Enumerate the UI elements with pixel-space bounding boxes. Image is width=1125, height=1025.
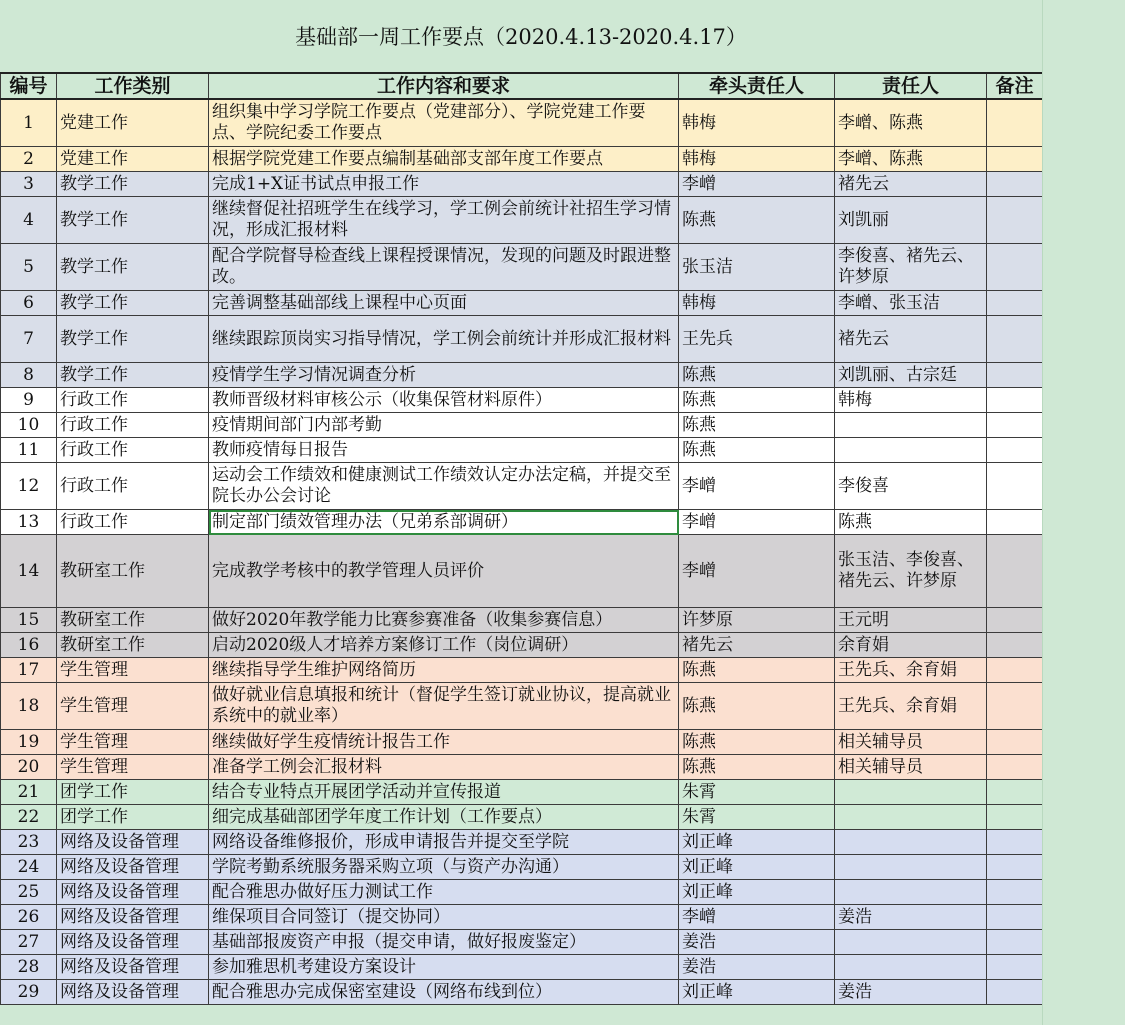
- cell-responsible[interactable]: 陈燕: [835, 510, 987, 535]
- cell-responsible[interactable]: [835, 880, 987, 905]
- cell-lead[interactable]: 朱霄: [679, 805, 835, 830]
- cell-lead[interactable]: 朱霄: [679, 780, 835, 805]
- cell-category[interactable]: 网络及设备管理: [57, 905, 209, 930]
- cell-responsible[interactable]: 姜浩: [835, 980, 987, 1005]
- cell-note[interactable]: [987, 683, 1043, 730]
- cell-category[interactable]: 教学工作: [57, 316, 209, 363]
- cell-category[interactable]: 行政工作: [57, 388, 209, 413]
- table-row: [1, 905, 1043, 930]
- cell-category[interactable]: 教研室工作: [57, 535, 209, 608]
- cell-content[interactable]: 继续做好学生疫情统计报告工作: [209, 730, 679, 755]
- cell-category[interactable]: 团学工作: [57, 805, 209, 830]
- cell-content[interactable]: 完成教学考核中的教学管理人员评价: [209, 535, 679, 608]
- cell-note[interactable]: [987, 244, 1043, 291]
- cell-note[interactable]: [987, 535, 1043, 608]
- cell-no[interactable]: 2: [1, 147, 57, 172]
- cell-note[interactable]: [987, 438, 1043, 463]
- cell-responsible[interactable]: [835, 780, 987, 805]
- cell-content[interactable]: 基础部报废资产申报（提交申请，做好报废鉴定）: [209, 930, 679, 955]
- table-row: [1, 730, 1043, 755]
- cell-content[interactable]: 组织集中学习学院工作要点（党建部分）、学院党建工作要点、学院纪委工作要点: [209, 99, 679, 147]
- cell-responsible[interactable]: 刘凯丽、古宗廷: [835, 363, 987, 388]
- cell-content[interactable]: 制定部门绩效管理办法（兄弟系部调研）: [209, 510, 679, 535]
- table-row: [1, 413, 1043, 438]
- header-row: [1, 73, 1043, 99]
- cell-lead[interactable]: 褚先云: [679, 633, 835, 658]
- cell-content[interactable]: 继续督促社招班学生在线学习，学工例会前统计社招生学习情况，形成汇报材料: [209, 197, 679, 244]
- header-cell-category[interactable]: 工作类别: [57, 73, 209, 99]
- header-cell-note[interactable]: 备注: [987, 73, 1043, 99]
- cell-note[interactable]: [987, 413, 1043, 438]
- table-row: [1, 930, 1043, 955]
- table-row: [1, 780, 1043, 805]
- cell-content[interactable]: 网络设备维修报价，形成申请报告并提交至学院: [209, 830, 679, 855]
- cell-note[interactable]: [987, 510, 1043, 535]
- cell-category[interactable]: 学生管理: [57, 755, 209, 780]
- cell-category[interactable]: 行政工作: [57, 510, 209, 535]
- cell-content[interactable]: 配合学院督导检查线上课程授课情况，发现的问题及时跟进整改。: [209, 244, 679, 291]
- cell-responsible[interactable]: [835, 438, 987, 463]
- cell-content[interactable]: 根据学院党建工作要点编制基础部支部年度工作要点: [209, 147, 679, 172]
- cell-note[interactable]: [987, 905, 1043, 930]
- cell-responsible[interactable]: [835, 805, 987, 830]
- table-row: [1, 147, 1043, 172]
- cell-category[interactable]: 网络及设备管理: [57, 955, 209, 980]
- work-plan-table: [0, 72, 1043, 1005]
- cell-content[interactable]: 启动2020级人才培养方案修订工作（岗位调研）: [209, 633, 679, 658]
- cell-responsible[interactable]: 李嶒、张玉洁: [835, 291, 987, 316]
- cell-note[interactable]: [987, 855, 1043, 880]
- cell-content[interactable]: 配合雅思办做好压力测试工作: [209, 880, 679, 905]
- cell-no[interactable]: 28: [1, 955, 57, 980]
- table-body: [1, 99, 1043, 1005]
- cell-note[interactable]: [987, 172, 1043, 197]
- table-row: [1, 955, 1043, 980]
- cell-category[interactable]: 党建工作: [57, 99, 209, 147]
- header-cell-content[interactable]: 工作内容和要求: [209, 73, 679, 99]
- cell-no[interactable]: 26: [1, 905, 57, 930]
- cell-lead[interactable]: 姜浩: [679, 930, 835, 955]
- cell-note[interactable]: [987, 830, 1043, 855]
- cell-lead[interactable]: 陈燕: [679, 683, 835, 730]
- cell-note[interactable]: [987, 730, 1043, 755]
- cell-note[interactable]: [987, 147, 1043, 172]
- header-cell-no[interactable]: 编号: [1, 73, 57, 99]
- cell-content[interactable]: 教师疫情每日报告: [209, 438, 679, 463]
- table-row: [1, 608, 1043, 633]
- cell-responsible[interactable]: 王先兵、余育娟: [835, 683, 987, 730]
- cell-content[interactable]: 细完成基础部团学年度工作计划（工作要点）: [209, 805, 679, 830]
- cell-note[interactable]: [987, 608, 1043, 633]
- cell-category[interactable]: 教学工作: [57, 172, 209, 197]
- cell-no[interactable]: 20: [1, 755, 57, 780]
- cell-lead[interactable]: 陈燕: [679, 388, 835, 413]
- cell-content[interactable]: 完善调整基础部线上课程中心页面: [209, 291, 679, 316]
- cell-lead[interactable]: 李嶒: [679, 905, 835, 930]
- cell-lead[interactable]: 李嶒: [679, 510, 835, 535]
- cell-responsible[interactable]: 张玉洁、李俊喜、褚先云、许梦原: [835, 535, 987, 608]
- cell-category[interactable]: 教学工作: [57, 197, 209, 244]
- cell-responsible[interactable]: 褚先云: [835, 316, 987, 363]
- table-row: [1, 438, 1043, 463]
- cell-no[interactable]: 11: [1, 438, 57, 463]
- cell-category[interactable]: 学生管理: [57, 658, 209, 683]
- cell-category[interactable]: 教学工作: [57, 363, 209, 388]
- cell-category[interactable]: 网络及设备管理: [57, 880, 209, 905]
- table-row: [1, 880, 1043, 905]
- table-row: [1, 316, 1043, 363]
- cell-no[interactable]: 5: [1, 244, 57, 291]
- cell-lead[interactable]: 姜浩: [679, 955, 835, 980]
- cell-note[interactable]: [987, 388, 1043, 413]
- cell-no[interactable]: 17: [1, 658, 57, 683]
- cell-lead[interactable]: 刘正峰: [679, 980, 835, 1005]
- cell-responsible[interactable]: 王先兵、余育娟: [835, 658, 987, 683]
- cell-category[interactable]: 网络及设备管理: [57, 930, 209, 955]
- table-row: [1, 197, 1043, 244]
- cell-category[interactable]: 网络及设备管理: [57, 855, 209, 880]
- cell-content[interactable]: 教师晋级材料审核公示（收集保管材料原件）: [209, 388, 679, 413]
- cell-category[interactable]: 网络及设备管理: [57, 830, 209, 855]
- table-row: [1, 172, 1043, 197]
- cell-no[interactable]: 27: [1, 930, 57, 955]
- table-row: [1, 855, 1043, 880]
- cell-lead[interactable]: 陈燕: [679, 363, 835, 388]
- table-row: [1, 363, 1043, 388]
- cell-note[interactable]: [987, 463, 1043, 510]
- cell-no[interactable]: 25: [1, 880, 57, 905]
- table-row: [1, 830, 1043, 855]
- cell-responsible[interactable]: 李嶒、陈燕: [835, 99, 987, 147]
- cell-note[interactable]: [987, 930, 1043, 955]
- cell-category[interactable]: 行政工作: [57, 463, 209, 510]
- cell-content[interactable]: 准备学工例会汇报材料: [209, 755, 679, 780]
- cell-responsible[interactable]: [835, 930, 987, 955]
- cell-no[interactable]: 6: [1, 291, 57, 316]
- cell-note[interactable]: [987, 805, 1043, 830]
- cell-content[interactable]: 维保项目合同签订（提交协同）: [209, 905, 679, 930]
- cell-note[interactable]: [987, 197, 1043, 244]
- cell-no[interactable]: 29: [1, 980, 57, 1005]
- cell-note[interactable]: [987, 291, 1043, 316]
- cell-no[interactable]: 22: [1, 805, 57, 830]
- cell-lead[interactable]: 陈燕: [679, 658, 835, 683]
- cell-content[interactable]: 继续指导学生维护网络简历: [209, 658, 679, 683]
- cell-no[interactable]: 13: [1, 510, 57, 535]
- cell-responsible[interactable]: [835, 855, 987, 880]
- cell-category[interactable]: 团学工作: [57, 780, 209, 805]
- cell-responsible[interactable]: 相关辅导员: [835, 755, 987, 780]
- cell-note[interactable]: [987, 755, 1043, 780]
- cell-responsible[interactable]: 李俊喜、褚先云、许梦原: [835, 244, 987, 291]
- cell-lead[interactable]: 刘正峰: [679, 830, 835, 855]
- cell-content[interactable]: 疫情期间部门内部考勤: [209, 413, 679, 438]
- table-row: [1, 463, 1043, 510]
- cell-content[interactable]: 疫情学生学习情况调查分析: [209, 363, 679, 388]
- cell-no[interactable]: 16: [1, 633, 57, 658]
- cell-responsible[interactable]: 李嶒、陈燕: [835, 147, 987, 172]
- cell-category[interactable]: 学生管理: [57, 683, 209, 730]
- cell-lead[interactable]: 陈燕: [679, 730, 835, 755]
- cell-lead[interactable]: 刘正峰: [679, 855, 835, 880]
- cell-responsible[interactable]: 相关辅导员: [835, 730, 987, 755]
- cell-category[interactable]: 教学工作: [57, 291, 209, 316]
- cell-responsible[interactable]: 王元明: [835, 608, 987, 633]
- cell-no[interactable]: 1: [1, 99, 57, 147]
- cell-note[interactable]: [987, 658, 1043, 683]
- cell-lead[interactable]: 韩梅: [679, 147, 835, 172]
- cell-no[interactable]: 7: [1, 316, 57, 363]
- table-row: [1, 510, 1043, 535]
- cell-responsible[interactable]: 韩梅: [835, 388, 987, 413]
- cell-lead[interactable]: 张玉洁: [679, 244, 835, 291]
- cell-category[interactable]: 网络及设备管理: [57, 980, 209, 1005]
- cell-note[interactable]: [987, 99, 1043, 147]
- sheet-title: 基础部一周工作要点（2020.4.13-2020.4.17）: [295, 25, 747, 49]
- cell-content[interactable]: 结合专业特点开展团学活动并宣传报道: [209, 780, 679, 805]
- cell-content[interactable]: 运动会工作绩效和健康测试工作绩效认定办法定稿，并提交至院长办公会讨论: [209, 463, 679, 510]
- header-cell-responsible[interactable]: 责任人: [835, 73, 987, 99]
- cell-content[interactable]: 完成1+X证书试点申报工作: [209, 172, 679, 197]
- table-row: [1, 805, 1043, 830]
- table-row: [1, 683, 1043, 730]
- header-cell-lead[interactable]: 牵头责任人: [679, 73, 835, 99]
- table-row: [1, 980, 1043, 1005]
- table-row: [1, 244, 1043, 291]
- cell-content[interactable]: 学院考勤系统服务器采购立项（与资产办沟通）: [209, 855, 679, 880]
- table-row: [1, 291, 1043, 316]
- cell-note[interactable]: [987, 633, 1043, 658]
- cell-no[interactable]: 24: [1, 855, 57, 880]
- cell-lead[interactable]: 陈燕: [679, 197, 835, 244]
- cell-note[interactable]: [987, 316, 1043, 363]
- cell-lead[interactable]: 刘正峰: [679, 880, 835, 905]
- cell-lead[interactable]: 许梦原: [679, 608, 835, 633]
- cell-no[interactable]: 21: [1, 780, 57, 805]
- table-row: [1, 658, 1043, 683]
- cell-lead[interactable]: 陈燕: [679, 413, 835, 438]
- cell-no[interactable]: 4: [1, 197, 57, 244]
- cell-lead[interactable]: 陈燕: [679, 438, 835, 463]
- cell-lead[interactable]: 李嶒: [679, 463, 835, 510]
- cell-responsible[interactable]: [835, 830, 987, 855]
- cell-content[interactable]: 做好2020年教学能力比赛参赛准备（收集参赛信息）: [209, 608, 679, 633]
- cell-no[interactable]: 23: [1, 830, 57, 855]
- cell-no[interactable]: 14: [1, 535, 57, 608]
- cell-responsible[interactable]: 李俊喜: [835, 463, 987, 510]
- cell-category[interactable]: 教学工作: [57, 244, 209, 291]
- cell-note[interactable]: [987, 980, 1043, 1005]
- cell-category[interactable]: 行政工作: [57, 413, 209, 438]
- cell-responsible[interactable]: 余育娟: [835, 633, 987, 658]
- cell-no[interactable]: 10: [1, 413, 57, 438]
- cell-no[interactable]: 15: [1, 608, 57, 633]
- empty-column-area[interactable]: [1042, 0, 1125, 1025]
- cell-content[interactable]: 继续跟踪顶岗实习指导情况，学工例会前统计并形成汇报材料: [209, 316, 679, 363]
- cell-category[interactable]: 教研室工作: [57, 633, 209, 658]
- cell-lead[interactable]: 李嶒: [679, 535, 835, 608]
- cell-no[interactable]: 8: [1, 363, 57, 388]
- table-row: [1, 633, 1043, 658]
- cell-category[interactable]: 教研室工作: [57, 608, 209, 633]
- table-row: [1, 535, 1043, 608]
- cell-category[interactable]: 学生管理: [57, 730, 209, 755]
- cell-lead[interactable]: 陈燕: [679, 755, 835, 780]
- cell-responsible[interactable]: 褚先云: [835, 172, 987, 197]
- table-row: [1, 388, 1043, 413]
- cell-no[interactable]: 3: [1, 172, 57, 197]
- cell-category[interactable]: 行政工作: [57, 438, 209, 463]
- table-row: [1, 99, 1043, 147]
- cell-lead[interactable]: 李嶒: [679, 172, 835, 197]
- cell-note[interactable]: [987, 363, 1043, 388]
- cell-lead[interactable]: 韩梅: [679, 291, 835, 316]
- cell-no[interactable]: 9: [1, 388, 57, 413]
- cell-lead[interactable]: 王先兵: [679, 316, 835, 363]
- cell-responsible[interactable]: [835, 955, 987, 980]
- cell-no[interactable]: 18: [1, 683, 57, 730]
- cell-note[interactable]: [987, 880, 1043, 905]
- cell-note[interactable]: [987, 780, 1043, 805]
- cell-content[interactable]: 配合雅思办完成保密室建设（网络布线到位）: [209, 980, 679, 1005]
- cell-category[interactable]: 党建工作: [57, 147, 209, 172]
- cell-note[interactable]: [987, 955, 1043, 980]
- cell-no[interactable]: 19: [1, 730, 57, 755]
- cell-content[interactable]: 参加雅思机考建设方案设计: [209, 955, 679, 980]
- cell-responsible[interactable]: [835, 413, 987, 438]
- cell-no[interactable]: 12: [1, 463, 57, 510]
- cell-lead[interactable]: 韩梅: [679, 99, 835, 147]
- cell-responsible[interactable]: 姜浩: [835, 905, 987, 930]
- cell-responsible[interactable]: 刘凯丽: [835, 197, 987, 244]
- cell-content[interactable]: 做好就业信息填报和统计（督促学生签订就业协议，提高就业系统中的就业率）: [209, 683, 679, 730]
- table-row: [1, 755, 1043, 780]
